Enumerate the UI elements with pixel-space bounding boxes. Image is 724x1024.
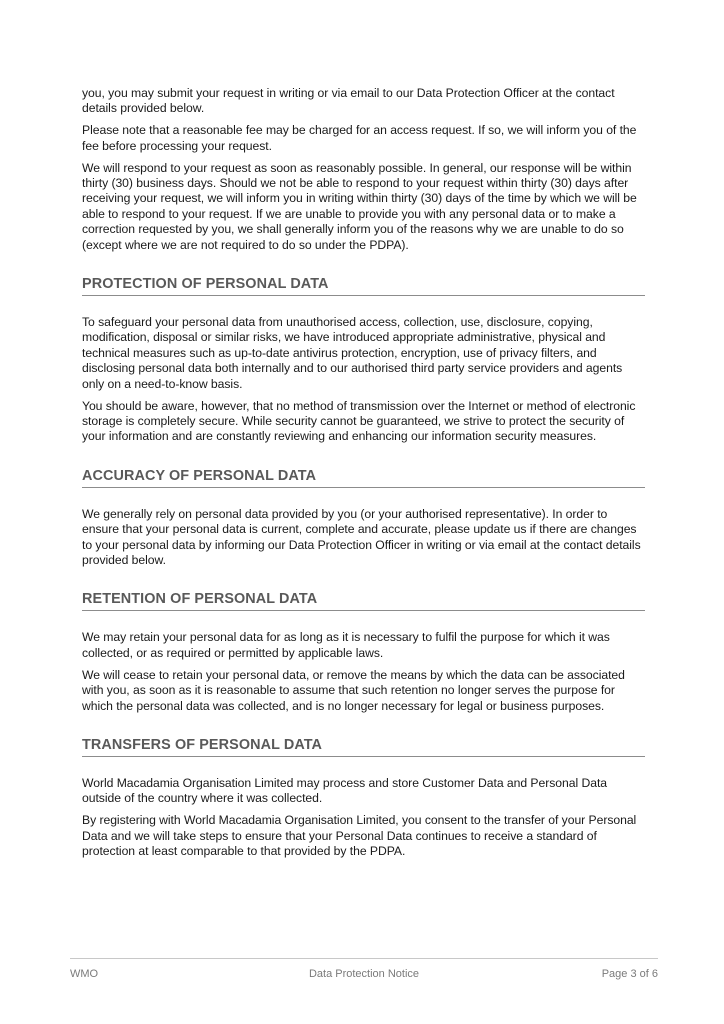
section-heading: TRANSFERS OF PERSONAL DATA — [82, 736, 645, 757]
body-paragraph: By registering with World Macadamia Organisation Limited, you consent to the transfer of your Personal Data and we will take steps to ensure that your Personal Data continues to receive a standard of protection at least comparable to that provided by the PDPA. — [82, 813, 637, 859]
section-protection — [82, 275, 645, 445]
body-paragraph: We will cease to retain your personal data, or remove the means by which the data can be associated with you, as soon as it is reasonable to assume that such retention no longer serves the purpose for which the personal data was collected, and is no longer necessary for legal or business purposes. — [82, 667, 625, 713]
footer-org: WMO — [70, 968, 99, 980]
section-body — [82, 507, 645, 569]
section-heading: PROTECTION OF PERSONAL DATA — [82, 275, 645, 296]
section-body — [82, 315, 645, 445]
section-heading: ACCURACY OF PERSONAL DATA — [82, 467, 645, 488]
section-transfers — [82, 736, 645, 860]
body-paragraph: We will respond to your request as soon as reasonably possible. In general, our response will be within thirty (30) business days. Should we not be able to respond to your request within thirty (30) days after receiving your request, we will inform you in writing within thirty (30) days of the time by which we will be able to respond to your request. If we are unable to provide you with any personal data or to make a correction requested by you, we shall generally inform you of the reasons why we are unable to do so (except where we are not required to do so under the PDPA). — [82, 160, 637, 252]
body-paragraph: We generally rely on personal data provided by you (or your authorised representative). In order to ensure that your personal data is current, complete and accurate, please update us if there are changes to your personal data by informing our Data Protection Officer in writing or via email at the contact details provided below. — [82, 506, 641, 568]
section-accuracy — [82, 467, 645, 569]
footer-page-number: Page 3 of 6 — [601, 968, 658, 980]
section-body — [82, 630, 645, 714]
footer-document-title: Data Protection Notice — [308, 968, 420, 980]
section-retention — [82, 590, 645, 714]
document-page — [82, 86, 645, 866]
body-paragraph: You should be aware, however, that no method of transmission over the Internet or method of electronic storage is completely secure. While security cannot be guaranteed, we strive to protect the security of your information and are constantly reviewing and enhancing our information security measures. — [82, 398, 636, 444]
body-paragraph: To safeguard your personal data from unauthorised access, collection, use, disclosure, copying, modification, disposal or similar risks, we have introduced appropriate administrative, physical and technical measures such as up-to-date antivirus protection, encryption, use of privacy filters, and disclosing personal data both internally and to our authorised third party service providers and agents only on a need-to-know basis. — [82, 315, 623, 391]
body-paragraph: World Macadamia Organisation Limited may process and store Customer Data and Personal Data outside of the country where it was collected. — [82, 775, 608, 806]
page-footer — [70, 958, 658, 981]
section-body — [82, 776, 645, 860]
body-paragraph: you, you may submit your request in writing or via email to our Data Protection Officer at the contact details provided below. — [82, 86, 615, 116]
body-paragraph: Please note that a reasonable fee may be charged for an access request. If so, we will inform you of the fee before processing your request. — [82, 123, 637, 153]
section-heading: RETENTION OF PERSONAL DATA — [82, 590, 645, 611]
intro-block — [82, 86, 645, 253]
body-paragraph: We may retain your personal data for as long as it is necessary to fulfil the purpose for which it was collected, or as required or permitted by applicable laws. — [82, 630, 610, 660]
